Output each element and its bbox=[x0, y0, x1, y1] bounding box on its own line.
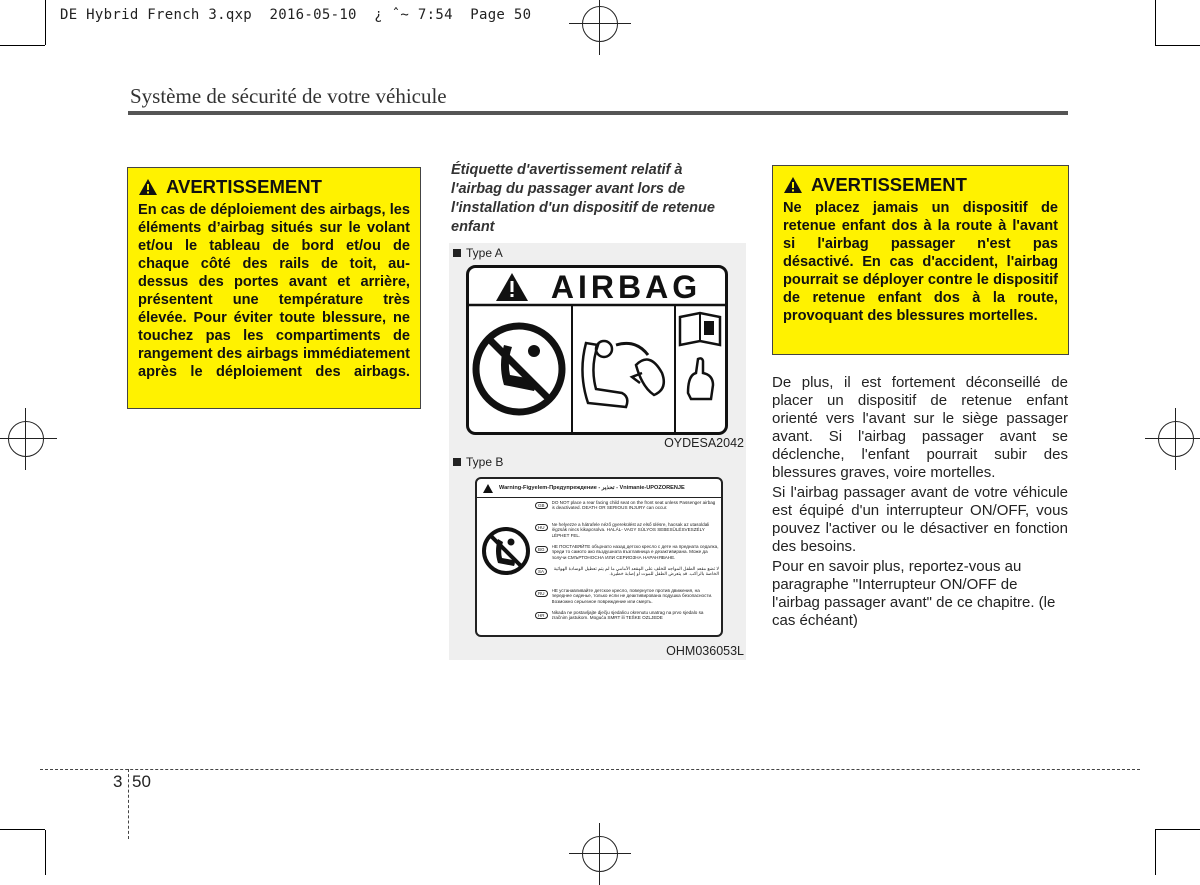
figure-label-type-a bbox=[453, 246, 503, 260]
crop-mark bbox=[1155, 0, 1156, 45]
figure-label-type-b bbox=[453, 455, 503, 469]
label-lines bbox=[535, 500, 719, 632]
registration-mark-icon bbox=[582, 6, 618, 42]
bullet-square-icon bbox=[453, 249, 461, 257]
label-line-text: Ne helyezze a hátrafele néző gyerekülést az első ülésre, hacsak az utasoldali légzsák nincs kikapcsolva. HALÁL- VAGY SÚLYOS SEBESÜLÉSVESZÉLY LÉPHET FEL. bbox=[551, 522, 710, 538]
language-code-icon: HU bbox=[535, 524, 548, 531]
language-code-icon: GB bbox=[535, 502, 548, 509]
warning-title-right bbox=[783, 174, 1058, 196]
crop-mark bbox=[1155, 829, 1200, 830]
body-text-right bbox=[772, 374, 1068, 632]
registration-mark-icon bbox=[8, 421, 44, 457]
warning-box-left bbox=[127, 167, 421, 409]
crop-mark bbox=[0, 45, 45, 46]
warning-triangle-icon bbox=[783, 176, 803, 194]
type-a-label: Type A bbox=[466, 246, 503, 260]
footer-dashed-divider bbox=[128, 769, 129, 839]
language-code-icon: HR bbox=[535, 612, 548, 619]
label-line-text: لا تضع مقعد الطفل المواجه للخلف على المقعد الأمامي ما لم يتم تعطيل الوسادة الهوائية الخاصة بالراكب. قد يتعرض الطفل للموت أو إصابة خطيرة. bbox=[553, 566, 719, 577]
label-header bbox=[477, 479, 721, 498]
chapter-number: 3 bbox=[113, 772, 123, 791]
paragraph: Si l'airbag passager avant de votre véhicule est équipé d'un interrupteur ON/OFF, vous pouvez l'activer ou le désactiver en fonction des besoins. bbox=[772, 484, 1068, 555]
bullet-square-icon bbox=[453, 458, 461, 466]
label-line bbox=[535, 500, 719, 522]
label-line bbox=[535, 566, 719, 588]
header-rule bbox=[128, 111, 1068, 115]
figure-type-b bbox=[449, 453, 746, 660]
language-code-icon: RU bbox=[535, 590, 548, 597]
label-line bbox=[535, 522, 719, 544]
label-line-text: НЕ устанавливайте детское кресло, повернутое против движения, на переднее сиденье, только если не деактивирована подушка безопасности. Возможно серьезное повреждение или смерть. bbox=[551, 588, 713, 604]
figure-type-a bbox=[449, 243, 746, 453]
warning-body-right: Ne placez jamais un dispositif de retenue enfant dos à la route à l'avant si l'airbag passager n'est pas désactivé. En cas d'accident, l'airbag pourrait se déployer contre le dispositif de retenue enfant dos à la route, provoquant des blessures mortelles. bbox=[783, 200, 1058, 324]
no-child-seat-icon bbox=[480, 525, 532, 577]
page-number: 50 bbox=[132, 772, 151, 791]
figure-caption: Étiquette d'avertissement relatif à l'airbag du passager avant lors de l'installation d'un dispositif de retenue enfant bbox=[451, 162, 715, 235]
airbag-warning-label bbox=[466, 265, 728, 435]
type-a-code: OYDESA2042 bbox=[664, 436, 744, 450]
registration-mark-icon bbox=[1158, 421, 1194, 457]
warning-box-right bbox=[772, 165, 1069, 355]
print-slug: DE Hybrid French 3.qxp 2016-05-10 ¿ ˆ~ 7:54 Page 50 bbox=[60, 7, 532, 23]
crop-mark bbox=[45, 0, 46, 45]
warning-body-left: En cas de déploiement des airbags, les éléments d’airbag situés sur le volant et/ou le tableau de bord et/ou de chaque côté des rails de toit, au-dessus des portes avant et arrière, présentent une température très élevée. Pour éviter toute blessure, ne touchez pas les compartiments de rangement des airbags immédiatement après le déploiement des airbags. bbox=[138, 202, 410, 380]
warning-triangle-icon bbox=[138, 178, 158, 196]
label-line-text: DO NOT place a rear facing child seat on the front seat unless Passenger airbag is deactivated. DEATH OR SERIOUS INJURY can occur. bbox=[551, 500, 716, 511]
label-line-text: НЕ ПОСТАВЯЙТЕ обърнато назад детско кресло с дете на предната седалка, преди то самото ако въздушната възглавница е дезактивирана. Може да получи СМЪРТОНОСНА ИЛИ СЕРИОЗНА НАРАНЯВАНЕ. bbox=[551, 544, 719, 560]
label-line bbox=[535, 588, 719, 610]
type-b-code: OHM036053L bbox=[666, 644, 744, 658]
label-line bbox=[535, 610, 719, 632]
type-b-label: Type B bbox=[466, 455, 504, 469]
label-line-text: Nikada ne postavljajte dječju sjedalicu okrenutu unatrag na prvo sjedalo sa zračnim jastukom. Moguća SMRT ili TEŠKE OZLJEDE bbox=[551, 610, 704, 621]
label-header-text: Warning-Figyelem-Предупреждение - تحذير - Vnimanie-UPOZORENJE bbox=[499, 485, 685, 491]
language-code-icon: BG bbox=[535, 546, 548, 553]
language-code-icon: SA bbox=[535, 568, 547, 575]
warning-title-left bbox=[138, 176, 410, 198]
warning-triangle-icon bbox=[483, 484, 493, 493]
warning-title-text: AVERTISSEMENT bbox=[166, 176, 322, 197]
label-line bbox=[535, 544, 719, 566]
paragraph: De plus, il est fortement déconseillé de placer un dispositif de retenue enfant orienté vers l'avant sur le siège passager avant. Si l'airbag passager avant se déclenche, l'enfant pourrait subir des blessures graves, voire mortelles. bbox=[772, 374, 1068, 481]
page-header-title: Système de sécurité de votre véhicule bbox=[130, 84, 447, 108]
warning-title-text: AVERTISSEMENT bbox=[811, 174, 967, 195]
footer-dashed-rule bbox=[40, 769, 1140, 770]
airbag-word: AIRBAG bbox=[550, 269, 702, 305]
crop-mark bbox=[45, 830, 46, 875]
registration-mark-icon bbox=[582, 836, 618, 872]
multilingual-airbag-label bbox=[475, 477, 723, 637]
paragraph: Pour en savoir plus, reportez-vous au paragraphe "Interrupteur ON/OFF de l'airbag passager avant" de ce chapitre. (le cas échéant) bbox=[772, 558, 1056, 629]
crop-mark bbox=[1155, 45, 1200, 46]
crop-mark bbox=[1155, 830, 1156, 875]
crop-mark bbox=[0, 829, 45, 830]
